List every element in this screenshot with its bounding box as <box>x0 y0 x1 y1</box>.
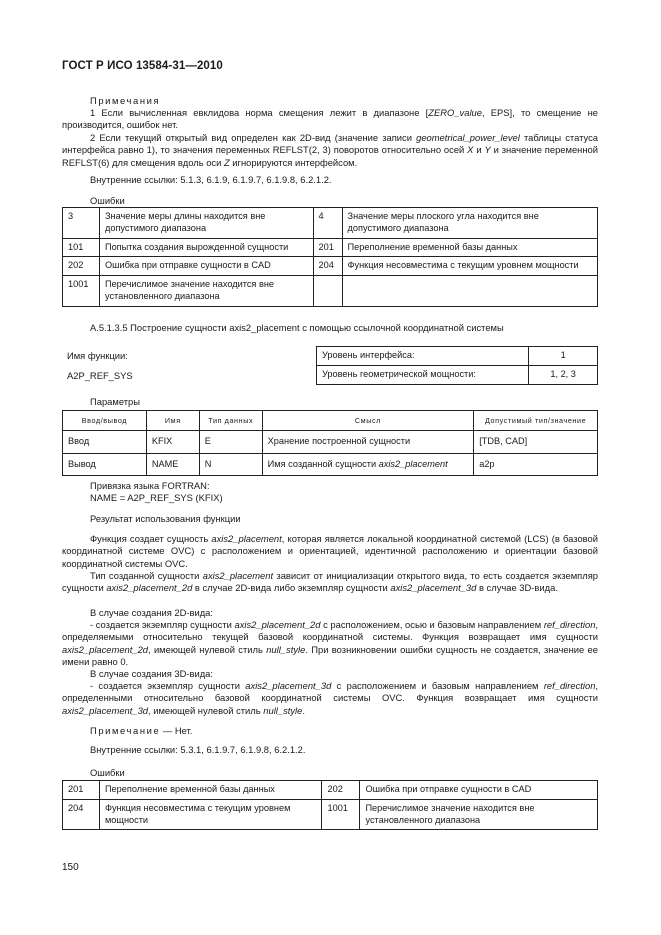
table-row <box>63 799 598 830</box>
error-code <box>313 276 342 307</box>
error-text: Ошибка при отправке сущности в CAD <box>360 781 598 800</box>
param-direction: Вывод <box>63 453 147 476</box>
error-code: 4 <box>313 208 342 239</box>
levels-table <box>316 346 598 385</box>
note-line: Примечание — Нет. <box>90 725 193 736</box>
error-code: 202 <box>63 257 100 276</box>
level-value: 1 <box>529 347 598 366</box>
parameters-label: Параметры <box>90 396 140 407</box>
table-row <box>63 430 598 453</box>
note-1: 1 Если вычисленная евклидова норма смещения лежит в диапазоне [ZERO_value, EPS], то смещение не производится, ошибок нет. <box>62 107 598 131</box>
error-code: 1001 <box>63 276 100 307</box>
error-text: Значение меры длины находится вне допустимого диапазона <box>99 208 313 239</box>
error-text: Попытка создания вырожденной сущности <box>99 238 313 257</box>
error-text: Значение меры плоского угла находится вне допустимого диапазона <box>342 208 597 239</box>
error-code: 3 <box>63 208 100 239</box>
table-row <box>63 208 598 239</box>
param-meaning: Имя созданной сущности axis2_placement <box>262 453 474 476</box>
level-label: Уровень геометрической мощности: <box>317 365 529 384</box>
internal-references: Внутренние ссылки: 5.1.3, 6.1.9, 6.1.9.7, 6.1.9.8, 6.2.1.2. <box>90 174 332 185</box>
result-paragraph-4: - создается экземпляр сущности axis2_placement_2d с расположением, осью и базовым направлением ref_direction, определяемыми относительно текущей базовой координатной системы. Функция возвращает имя сущности axis2_placement_2d, имеющей нулевой стиль null_style. При возникновении ошибки сущность не создается, значение ее имени равно 0. <box>62 619 599 668</box>
error-code: 204 <box>63 799 100 830</box>
result-paragraph-1: Функция создает сущность axis2_placement, которая является локальной координатной системой (LCS) (в базовой координатной системе OVC) с расположением и ориентацией, идентичной расположению и ориентации базовой координатной системы OVC. <box>62 533 598 569</box>
param-type: E <box>199 430 262 453</box>
level-value: 1, 2, 3 <box>529 365 598 384</box>
table-row <box>63 257 598 276</box>
page-number: 150 <box>62 862 79 873</box>
fortran-binding-label: Привязка языка FORTRAN: <box>90 480 210 491</box>
error-text: Переполнение временной базы данных <box>99 781 322 800</box>
error-code: 202 <box>322 781 360 800</box>
result-paragraph-3: В случае создания 2D-вида: <box>90 607 214 618</box>
errors-label-2: Ошибки <box>90 767 125 778</box>
table-row <box>63 781 598 800</box>
notes-label: Примечания <box>90 95 161 106</box>
table-header-row <box>63 411 598 431</box>
error-code: 1001 <box>322 799 360 830</box>
column-header: Ввод/вывод <box>63 411 147 431</box>
function-name: A2P_REF_SYS <box>67 370 133 381</box>
column-header: Тип данных <box>199 411 262 431</box>
error-code: 201 <box>313 238 342 257</box>
error-text: Функция несовместима с текущим уровнем мощности <box>342 257 597 276</box>
param-type: N <box>199 453 262 476</box>
document-header: ГОСТ Р ИСО 13584-31—2010 <box>62 60 223 72</box>
result-paragraph-2: Тип созданной сущности axis2_placement зависит от инициализации открытого вида, то есть создается экземпляр сущности axis2_placement_2d в случае 2D-вида либо экземпляр сущности axis2_placement_3d в случае 3D-вида. <box>62 570 598 594</box>
column-header: Имя <box>146 411 199 431</box>
table-row <box>63 453 598 476</box>
table-row <box>63 238 598 257</box>
param-name: NAME <box>146 453 199 476</box>
error-code: 101 <box>63 238 100 257</box>
level-label: Уровень интерфейса: <box>317 347 529 366</box>
error-text: Перечислимое значение находится вне установленного диапазона <box>360 799 598 830</box>
table-row <box>317 347 598 366</box>
column-header: Смысл <box>262 411 474 431</box>
error-text: Функция несовместима с текущим уровнем мощности <box>99 799 322 830</box>
error-text: Перечислимое значение находится вне установленного диапазона <box>99 276 313 307</box>
function-name-label: Имя функции: <box>67 350 128 361</box>
error-text <box>342 276 597 307</box>
errors-table-2 <box>62 780 598 830</box>
error-text: Ошибка при отправке сущности в CAD <box>99 257 313 276</box>
error-code: 204 <box>313 257 342 276</box>
param-meaning: Хранение построенной сущности <box>262 430 474 453</box>
result-paragraph-5: В случае создания 3D-вида: <box>90 668 214 679</box>
result-label: Результат использования функции <box>90 513 241 524</box>
param-allowed: a2p <box>474 453 598 476</box>
internal-references-2: Внутренние ссылки: 5.3.1, 6.1.9.7, 6.1.9.8, 6.2.1.2. <box>90 744 306 755</box>
note-2: 2 Если текущий открытый вид определен как 2D-вид (значение записи geometrical_power_level таблицы статуса интерфейса равно 1), то значения переменных REFLST(2, 3) поворотов относительно осей X и Y и значение переменной REFLST(6) для смещения вдоль оси Z игнорируются интерфейсом. <box>62 132 599 168</box>
section-heading: А.5.1.3.5 Построение сущности axis2_placement с помощью ссылочной координатной системы <box>90 322 504 333</box>
errors-label: Ошибки <box>90 195 125 206</box>
table-row <box>63 276 598 307</box>
column-header: Допустимый тип/значение <box>474 411 598 431</box>
param-allowed: [TDB, CAD] <box>474 430 598 453</box>
error-text: Переполнение временной базы данных <box>342 238 597 257</box>
fortran-code: NAME = A2P_REF_SYS (KFIX) <box>90 492 223 503</box>
result-paragraph-6: - создается экземпляр сущности axis2_placement_3d с расположением и базовым направлением ref_direction, определенными относительно базовой координатной системы OVC. Функция возвращает имя сущности axis2_placement_3d, имеющей нулевой стиль null_style. <box>62 680 599 716</box>
parameters-table <box>62 410 598 476</box>
errors-table <box>62 207 598 307</box>
error-code: 201 <box>63 781 100 800</box>
param-direction: Ввод <box>63 430 147 453</box>
table-row <box>317 365 598 384</box>
param-name: KFIX <box>146 430 199 453</box>
